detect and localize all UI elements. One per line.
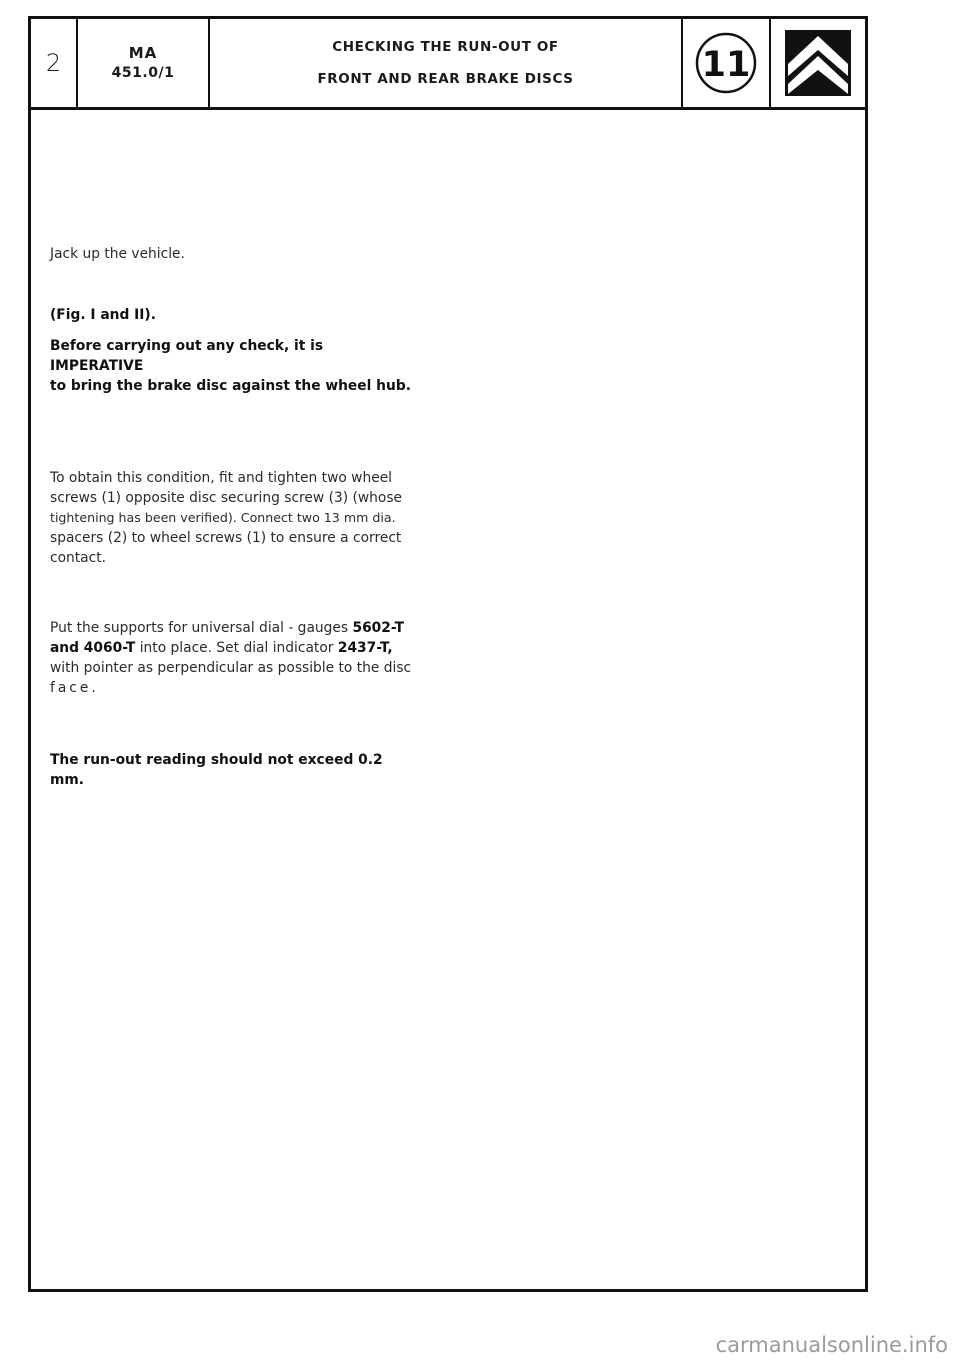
figure-reference: (Fig. I and II).: [50, 307, 156, 323]
header-bar: [31, 19, 865, 110]
step-dial-gauge-line3: with pointer as perpendicular as possible to the disc: [50, 660, 412, 676]
tool-5602t: 5602-T: [352, 620, 404, 636]
reference-cell: [78, 19, 210, 107]
dial-line2-text: into place. Set dial indicator: [135, 640, 338, 656]
step-fit-screws-line3: tightening has been verified). Connect two 13 mm dia.: [50, 510, 396, 525]
page-number-cell: [31, 19, 78, 107]
step-dial-gauge: [50, 618, 416, 698]
warning-line1: Before carrying out any check, it is IMPERATIVE: [50, 338, 324, 374]
instructions-text: [50, 244, 416, 790]
logo-cell: [771, 19, 865, 107]
step-jack-up: Jack up the vehicle.: [50, 246, 185, 262]
step-fit-screws-line4: spacers (2) to wheel screws (1) to ensure a correct: [50, 530, 402, 546]
page-title-line1: CHECKING THE RUN-OUT OF: [332, 39, 559, 55]
page-number: 2: [45, 49, 62, 77]
step-fit-screws-line1: To obtain this condition, fit and tighten two wheel: [50, 470, 393, 486]
page-title-line2: FRONT AND REAR BRAKE DISCS: [317, 71, 574, 87]
step-fit-screws-line5: contact.: [50, 550, 107, 566]
tool-4060t: and 4060-T: [50, 640, 136, 656]
reference-number: 451.0/1: [111, 65, 175, 81]
step-dial-gauge-line4: face.: [50, 680, 99, 696]
reference-code: MA: [128, 44, 158, 62]
step-fit-screws-line2: screws (1) opposite disc securing screw (3) (whose: [50, 490, 403, 506]
step-dial-gauge-line2: [50, 638, 416, 658]
step-dial-gauge-line1: [50, 618, 416, 638]
circled-number-icon: [693, 30, 759, 96]
group-number: 11: [701, 45, 751, 85]
step-fit-screws: [50, 468, 416, 568]
title-cell: [210, 19, 683, 107]
group-cell: [683, 19, 771, 107]
runout-limit: The run-out reading should not exceed 0.2 mm.: [50, 752, 383, 788]
warning-line2: to bring the brake disc against the wheel hub.: [50, 378, 411, 394]
double-chevron-logo-icon: [785, 30, 851, 96]
footer-watermark[interactable]: carmanualsonline.info: [715, 1333, 948, 1357]
tool-2437t: 2437-T,: [337, 640, 393, 656]
dial-line1-text: Put the supports for universal dial - gauges: [50, 620, 353, 636]
